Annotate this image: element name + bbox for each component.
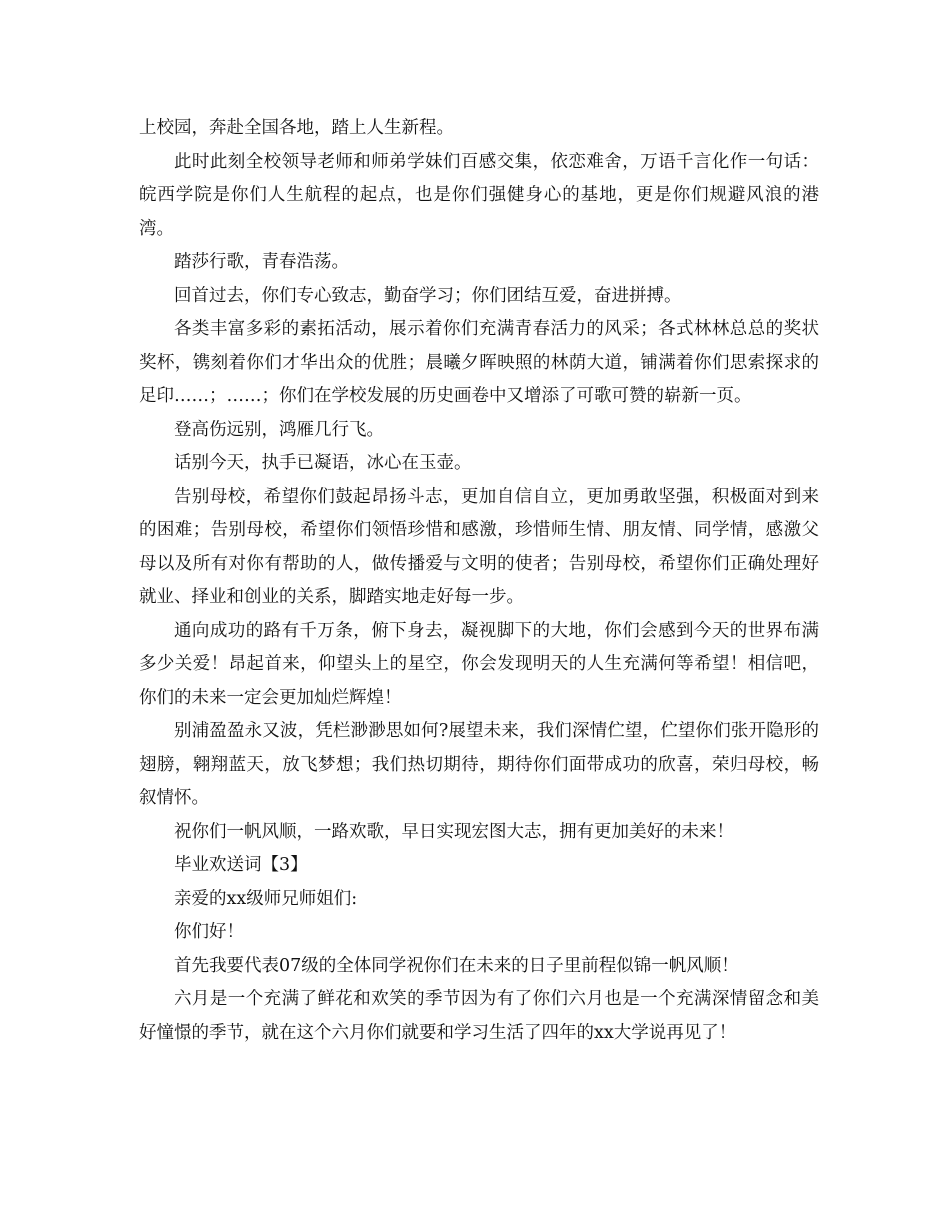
paragraph-8: 告别母校，希望你们鼓起昂扬斗志，更加自信自立，更加勇敢坚强，积极面对到来的困难；告别母校，希望你们领悟珍惜和感激，珍惜师生情、朋友情、同学情，感激父母以及所有对你有帮助的人，做传播爱与文明的使者；告别母校，希望你们正确处理好就业、择业和创业的关系，脚踏实地走好每一步。 [139, 486, 819, 607]
paragraph-2: 此时此刻全校领导老师和师弟学妹们百感交集，依恋难舍，万语千言化作一句话：皖西学院是你们人生航程的起点，也是你们强健身心的基地，更是你们规避风浪的港湾。 [139, 151, 819, 239]
paragraph-1: 上校园，奔赴全国各地，踏上人生新程。 [139, 118, 454, 138]
paragraph-10: 别浦盈盈永又波，凭栏渺渺思如何?展望未来，我们深情伫望，伫望你们张开隐形的翅膀，翱翔蓝天，放飞梦想；我们热切期待，期待你们面带成功的欣喜，荣归母校，畅叙情怀。 [139, 721, 819, 808]
paragraph-3: 踏莎行歌，青春浩荡。 [174, 252, 349, 272]
document-body [139, 112, 819, 1050]
section-heading: 毕业欢送词【3】 [174, 855, 308, 875]
paragraph-7: 话别今天，执手已凝语，冰心在玉壶。 [174, 453, 472, 473]
paragraph-15: 首先我要代表07级的全体同学祝你们在未来的日子里前程似锦一帆风顺！ [174, 955, 739, 976]
paragraph-5: 各类丰富多彩的素拓活动，展示着你们充满青春活力的风采；各式林林总总的奖状奖杯，镌刻着你们才华出众的优胜；晨曦夕晖映照的林荫大道，铺满着你们思索探求的足印……；……；你们在学校发展的历史画卷中又增添了可歌可赞的崭新一页。 [139, 319, 819, 406]
paragraph-11: 祝你们一帆风顺，一路欢歌，早日实现宏图大志，拥有更加美好的未来！ [174, 821, 734, 842]
paragraph-16: 六月是一个充满了鲜花和欢笑的季节因为有了你们六月也是一个充满深情留念和美好憧憬的季节，就在这个六月你们就要和学习生活了四年的xx大学说再见了！ [139, 989, 819, 1043]
paragraph-4: 回首过去，你们专心致志，勤奋学习；你们团结互爱，奋进拼搏。 [174, 285, 682, 306]
paragraph-9: 通向成功的路有千万条，俯下身去，凝视脚下的大地，你们会感到今天的世界布满多少关爱！昂起首来，仰望头上的星空，你会发现明天的人生充满何等希望！相信吧，你们的未来一定会更加灿烂辉煌！ [139, 620, 819, 708]
salutation: 亲爱的xx级师兄师姐们: [174, 888, 358, 909]
greeting: 你们好！ [174, 922, 244, 942]
paragraph-6: 登高伤远别，鸿雁几行飞。 [174, 419, 384, 440]
